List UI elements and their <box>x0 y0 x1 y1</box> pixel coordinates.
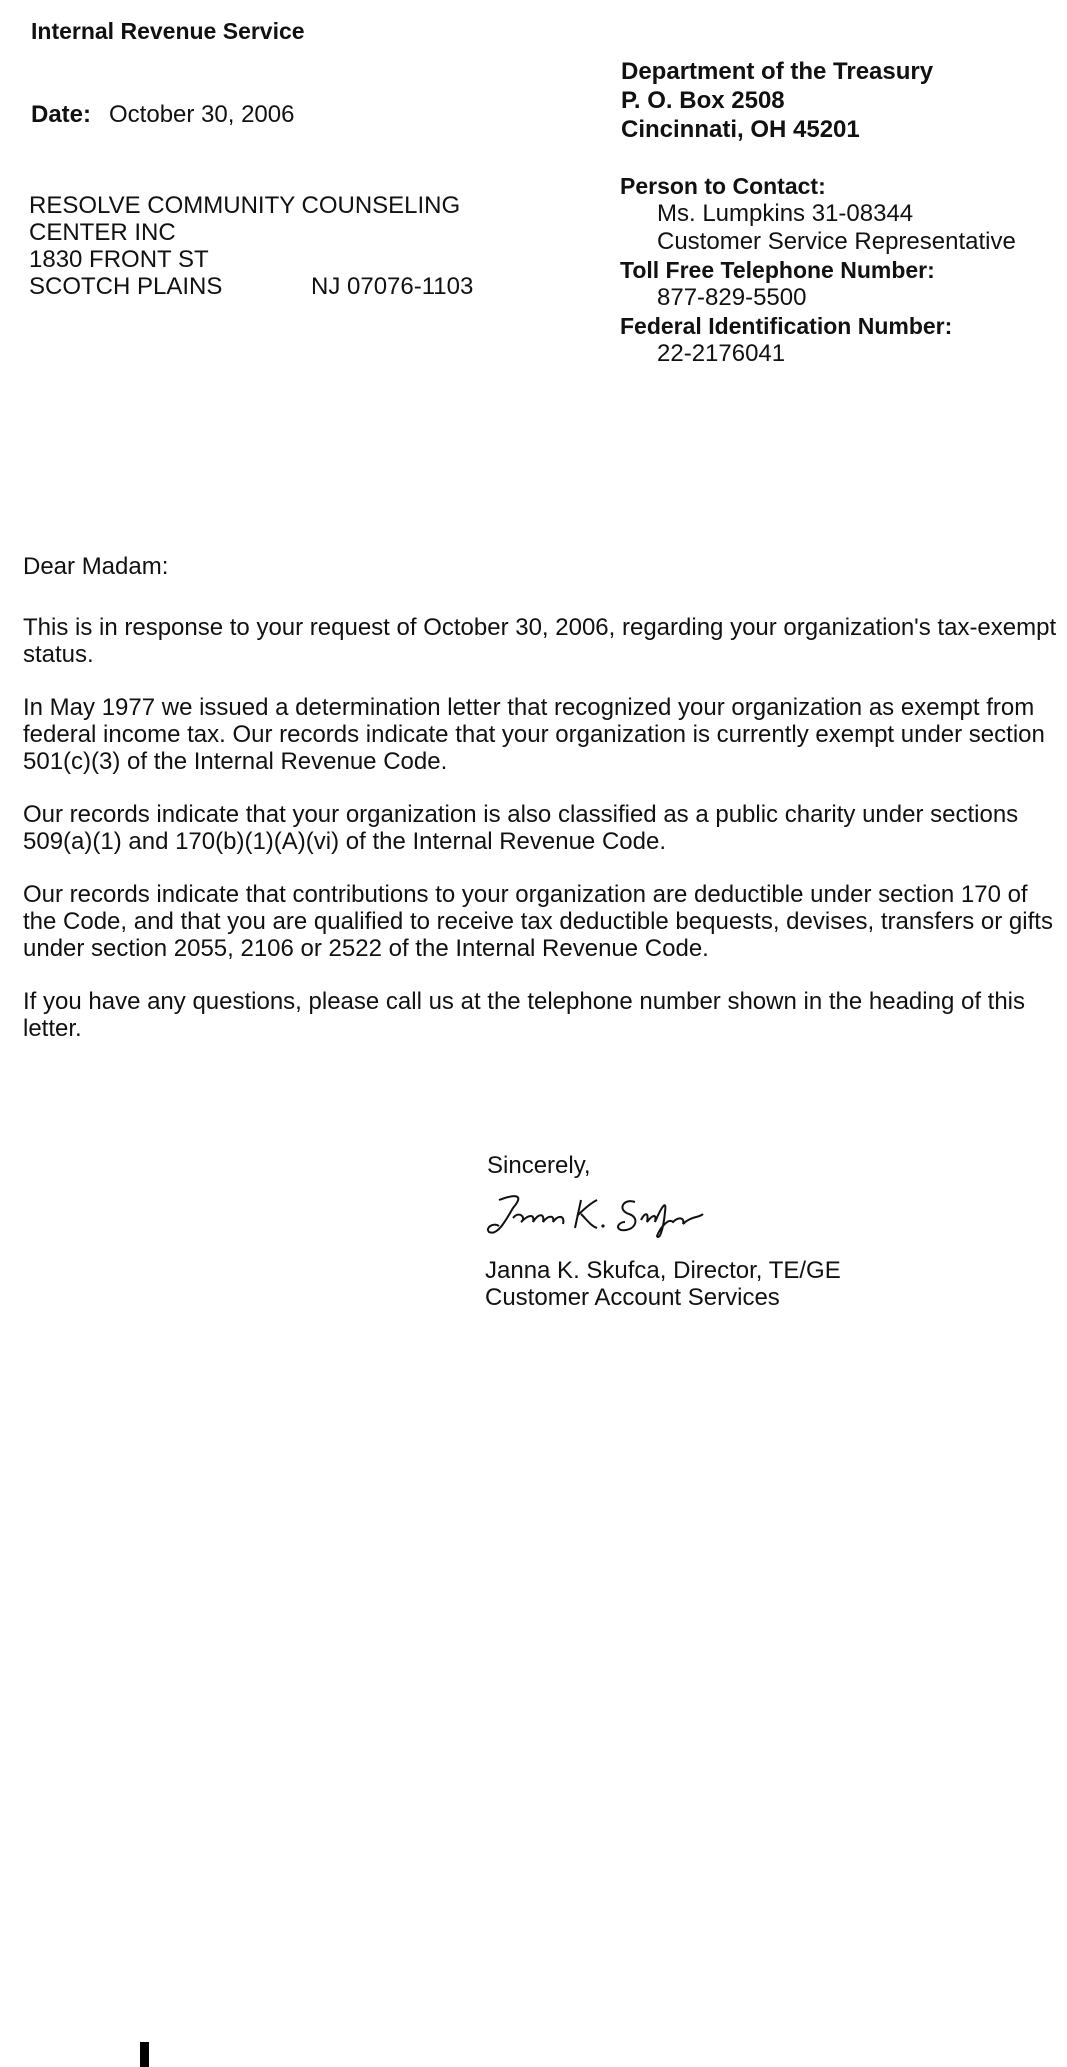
contact-block <box>620 172 1016 368</box>
letter-date <box>31 101 294 129</box>
scan-mark <box>140 2042 149 2067</box>
toll-free-number: 877-829-5500 <box>657 284 807 311</box>
body-paragraph: Our records indicate that contributions to your organization are deductible under section 170 of the Code, and that you are qualified to receive tax deductible bequests, devises, transfers or gifts under section 2055, 2106 or 2522 of the Internal Revenue Code. <box>23 881 1053 962</box>
date-value: October 30, 2006 <box>109 101 295 128</box>
sender-address-line: Cincinnati, OH 45201 <box>621 116 860 143</box>
recipient-address <box>29 192 474 300</box>
recipient-line: RESOLVE COMMUNITY COUNSELING <box>29 192 461 219</box>
signer-block <box>485 1257 841 1311</box>
person-to-contact-title: Customer Service Representative <box>657 228 1016 255</box>
sender-address-line: Department of the Treasury <box>621 58 934 85</box>
body-paragraph: If you have any questions, please call us at the telephone number shown in the heading of this letter. <box>23 988 1025 1042</box>
body-paragraph: In May 1977 we issued a determination letter that recognized your organization as exempt from federal income tax. Our records indicate that your organization is currently exempt under section 501(c)(3) of the Internal Revenue Code. <box>23 694 1045 775</box>
fein-value: 22-2176041 <box>657 340 786 367</box>
agency-name: Internal Revenue Service <box>31 18 305 44</box>
closing: Sincerely, <box>487 1152 591 1179</box>
letter-body <box>23 553 1063 1068</box>
recipient-line: 1830 FRONT ST <box>29 246 209 273</box>
recipient-city: SCOTCH PLAINS <box>29 273 223 300</box>
handwritten-signature <box>485 1188 725 1248</box>
fein-label: Federal Identification Number: <box>620 313 953 339</box>
date-label: Date: <box>31 101 92 128</box>
recipient-state-zip: NJ 07076-1103 <box>311 273 474 300</box>
body-paragraph: This is in response to your request of October 30, 2006, regarding your organization's tax-exempt status. <box>23 614 1057 668</box>
person-to-contact-name: Ms. Lumpkins 31-08344 <box>657 200 914 227</box>
body-paragraph: Our records indicate that your organization is also classified as a public charity under sections 509(a)(1) and 170(b)(1)(A)(vi) of the Internal Revenue Code. <box>23 801 1019 855</box>
sender-address <box>621 57 933 144</box>
signer-title: Customer Account Services <box>485 1284 780 1311</box>
sender-address-line: P. O. Box 2508 <box>621 87 785 114</box>
recipient-line: CENTER INC <box>29 219 176 246</box>
person-to-contact-label: Person to Contact: <box>620 173 826 199</box>
salutation: Dear Madam: <box>23 553 169 580</box>
signer-name: Janna K. Skufca, Director, TE/GE <box>485 1257 841 1284</box>
toll-free-label: Toll Free Telephone Number: <box>620 257 935 283</box>
